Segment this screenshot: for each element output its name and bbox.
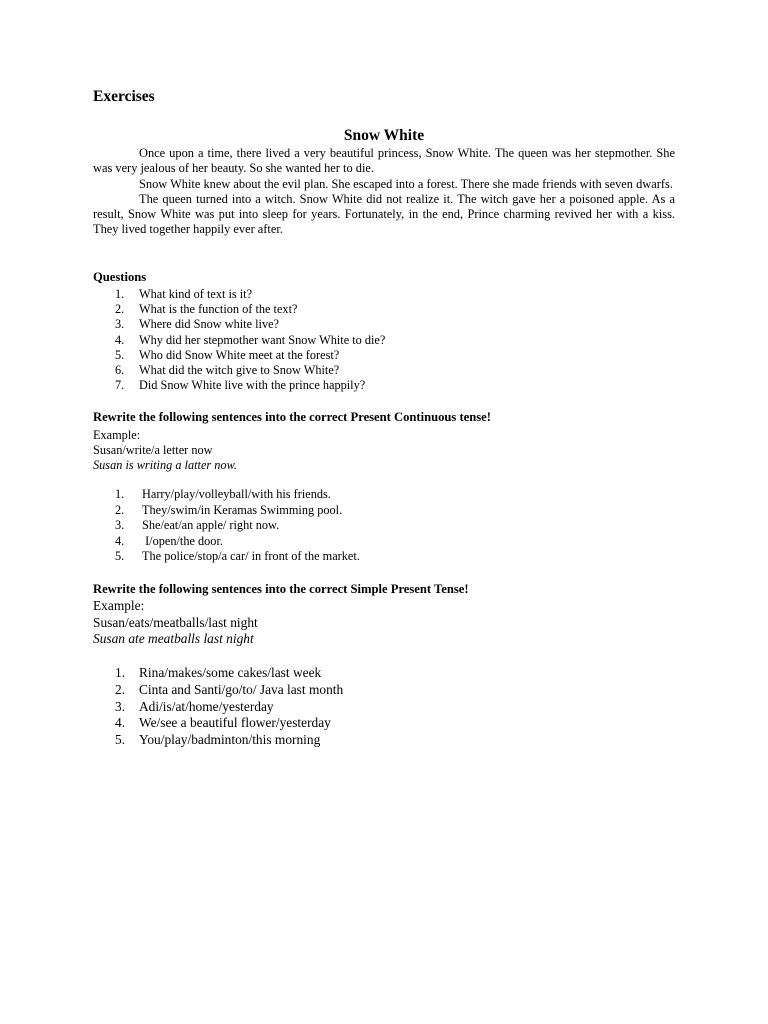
exercise2-item	[93, 682, 343, 699]
question-number: 1.	[115, 287, 125, 301]
item-text: We/see a beautiful flower/yesterday	[139, 715, 331, 731]
question-number: 5.	[115, 347, 125, 362]
question-number: 6.	[115, 363, 125, 378]
exercise2-item	[93, 732, 343, 749]
exercise2-example-label: Example:	[93, 598, 145, 613]
item-text: The police/stop/a car/ in front of the market.	[142, 549, 360, 564]
questions-heading: Questions	[93, 270, 147, 284]
question-item	[93, 287, 385, 302]
question-text: Why did her stepmother want Snow White to die?	[139, 332, 386, 347]
item-text: I/open/the door.	[142, 533, 223, 548]
exercise2-item	[93, 665, 343, 682]
exercise2-list	[93, 665, 343, 749]
question-item	[93, 378, 385, 393]
item-number: 5.	[115, 549, 125, 564]
story-title: Snow White	[343, 127, 425, 144]
exercise1-item	[93, 487, 360, 503]
item-text: Harry/play/volleyball/with his friends.	[142, 487, 331, 501]
question-text: Where did Snow white live?	[139, 317, 280, 332]
item-text: Cinta and Santi/go/to/ Java last month	[139, 681, 344, 697]
story-paragraph: The queen turned into a witch. Snow White did not realize it. The witch gave her a poisoned apple. As a result, Snow White was put into sleep for years. Fortunately, in the end, Prince charming revived her with a kiss. They lived together happily ever after.	[93, 191, 675, 237]
exercise1-example-label: Example:	[93, 428, 141, 442]
item-number: 4.	[115, 715, 126, 731]
item-text: Adi/is/at/home/yesterday	[139, 698, 274, 714]
question-item	[93, 302, 385, 317]
question-item	[93, 317, 385, 332]
item-number: 3.	[115, 518, 125, 533]
item-number: 4.	[115, 533, 125, 548]
question-text: What kind of text is it?	[139, 287, 253, 301]
item-number: 2.	[115, 681, 126, 697]
exercise1-list	[93, 487, 360, 565]
item-number: 1.	[115, 665, 126, 680]
exercise1-item	[93, 549, 360, 565]
question-text: Who did Snow White meet at the forest?	[139, 347, 340, 362]
item-text: Rina/makes/some cakes/last week	[139, 665, 322, 680]
exercise2-item	[93, 715, 343, 732]
item-number: 2.	[115, 502, 125, 517]
story-paragraph: Snow White knew about the evil plan. She escaped into a forest. There she made friends with seven dwarfs.	[139, 176, 673, 191]
page-heading: Exercises	[93, 88, 155, 105]
questions-list	[93, 287, 385, 393]
story-text	[93, 146, 675, 238]
question-number: 7.	[115, 378, 125, 393]
item-number: 5.	[115, 732, 126, 748]
exercise1-heading: Rewrite the following sentences into the correct Present Continuous tense!	[93, 410, 491, 424]
question-item	[93, 363, 385, 378]
exercise1-item	[93, 534, 360, 550]
item-text: They/swim/in Keramas Swimming pool.	[142, 502, 343, 517]
exercise2-heading: Rewrite the following sentences into the correct Simple Present Tense!	[93, 582, 469, 596]
exercise2-item	[93, 699, 343, 716]
item-text: She/eat/an apple/ right now.	[142, 518, 280, 533]
exercise1-example-answer: Susan is writing a latter now.	[93, 458, 237, 472]
exercise1-item	[93, 503, 360, 519]
exercise1-item	[93, 518, 360, 534]
item-number: 3.	[115, 698, 126, 714]
question-item	[93, 333, 385, 348]
question-text: What did the witch give to Snow White?	[139, 363, 340, 378]
question-item	[93, 348, 385, 363]
story-paragraph: Once upon a time, there lived a very beautiful princess, Snow White. The queen was her stepmother. She was very jealous of her beauty. So she wanted her to die.	[93, 146, 675, 176]
exercise1-example-prompt: Susan/write/a letter now	[93, 443, 213, 457]
item-number: 1.	[115, 487, 125, 501]
question-text: What is the function of the text?	[139, 302, 298, 317]
exercise2-example-answer: Susan ate meatballs last night	[93, 631, 254, 646]
question-number: 4.	[115, 332, 125, 347]
question-number: 3.	[115, 317, 125, 332]
exercise2-example-prompt: Susan/eats/meatballs/last night	[93, 615, 258, 630]
question-number: 2.	[115, 302, 125, 317]
question-text: Did Snow White live with the prince happily?	[139, 378, 366, 393]
item-text: You/play/badminton/this morning	[139, 732, 321, 748]
